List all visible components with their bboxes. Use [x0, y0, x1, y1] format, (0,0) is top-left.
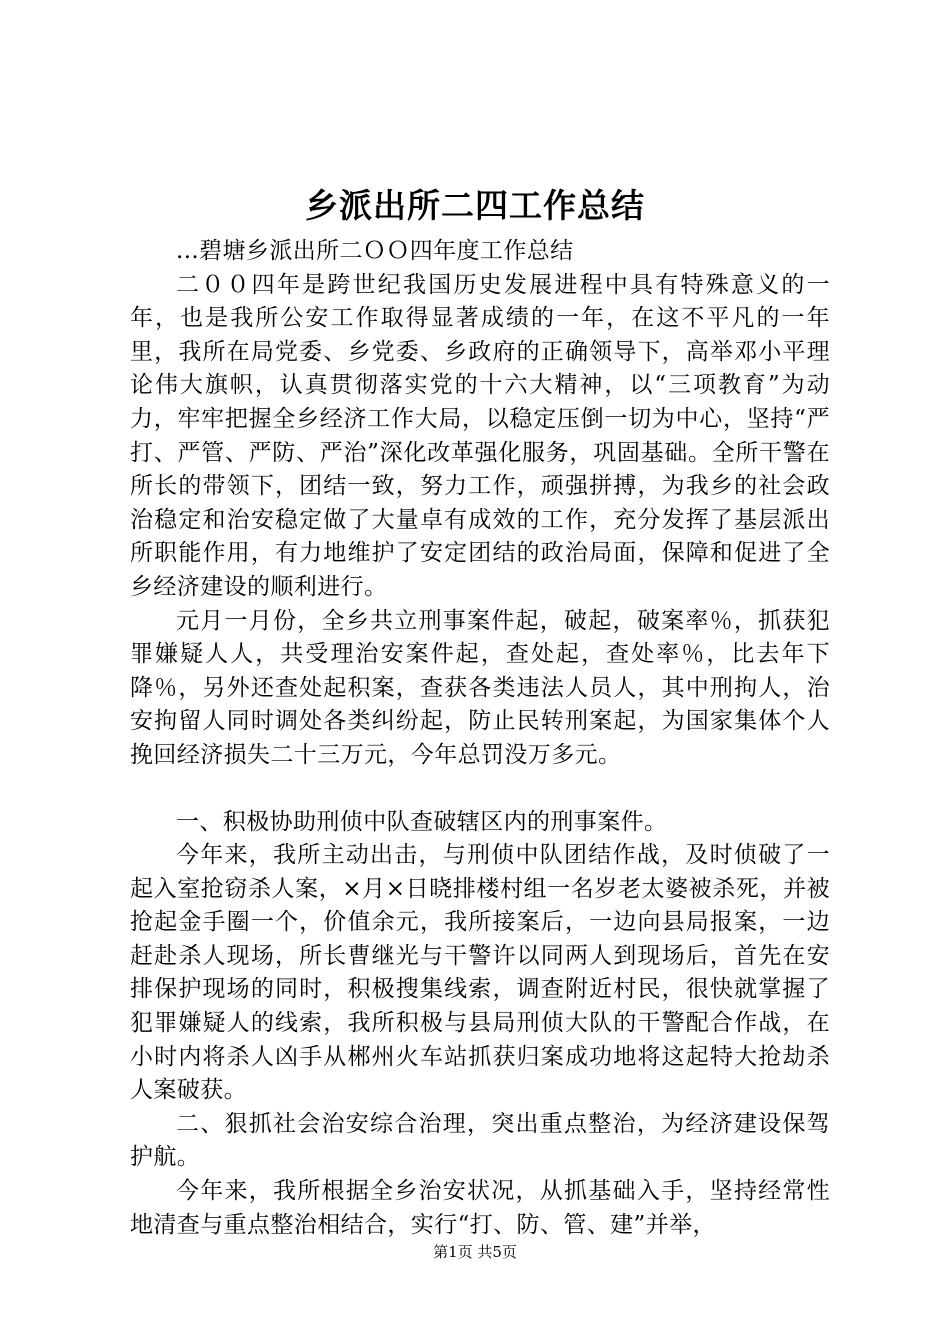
- intro-paragraph: 二００四年是跨世纪我国历史发展进程中具有特殊意义的一年，也是我所公安工作取得显著成绩的一年，在这不平凡的一年里，我所在局党委、乡党委、乡政府的正确领导下，高举邓小平理论伟大旗帜，认真贯彻落实党的十六大精神，以“三项教育”为动力，牢牢把握全乡经济工作大局，以稳定压倒一切为中心，坚持“严打、严管、严防、严治”深化改革强化服务，巩固基础。全所干警在所长的带领下，团结一致，努力工作，顽强拼搏，为我乡的社会政治稳定和治安稳定做了大量卓有成效的工作，充分发挥了基层派出所职能作用，有力地维护了安定团结的政治局面，保障和促进了全乡经济建设的顺利进行。: [130, 271, 830, 600]
- page-number-footer: 第1页 共5页: [433, 1243, 517, 1261]
- section-heading-1: 一、积极协助刑侦中队查破辖区内的刑事案件。: [176, 808, 668, 835]
- section-2-paragraph: 今年来，我所根据全乡治安状况，从抓基础入手，坚持经常性地清查与重点整治相结合，实行“打、防、管、建”并举，: [130, 1178, 830, 1238]
- document-body: [130, 235, 830, 1242]
- subtitle-paragraph: ...碧塘乡派出所二ＯＯ四年度工作总结: [176, 238, 574, 264]
- section-1-paragraph: 今年来，我所主动出击，与刑侦中队团结作战，及时侦破了一起入室抢窃杀人案，×月×日晓排楼村组一名岁老太婆被杀死，并被抢起金手圈一个，价值余元，我所接案后，一边向县局报案，一边赶赴杀人现场，所长曹继光与干警许以同两人到现场后，首先在安排保护现场的同时，积极搜集线索，调查附近村民，很快就掌握了犯罪嫌疑人的线索，我所积极与县局刑侦大队的干警配合作战，在小时内将杀人凶手从郴州火车站抓获归案成功地将这起特大抢劫杀人案破获。: [130, 842, 830, 1104]
- paragraph-gap: [130, 773, 830, 806]
- document-title: 乡派出所二四工作总结: [305, 186, 645, 225]
- section-heading-2: 二、狠抓社会治安综合治理，突出重点整治，为经济建设保驾护航。: [130, 1110, 830, 1171]
- statistics-paragraph: 元月一月份，全乡共立刑事案件起，破起，破案率％，抓获犯罪嫌疑人人，共受理治安案件起，查处起，查处率％，比去年下降％，另外还查处起积案，查获各类违法人员人，其中刑拘人，治安拘留人同时调处各类纠纷起，防止民转刑案起，为国家集体个人挽回经济损失二十三万元，今年总罚没万多元。: [130, 607, 830, 768]
